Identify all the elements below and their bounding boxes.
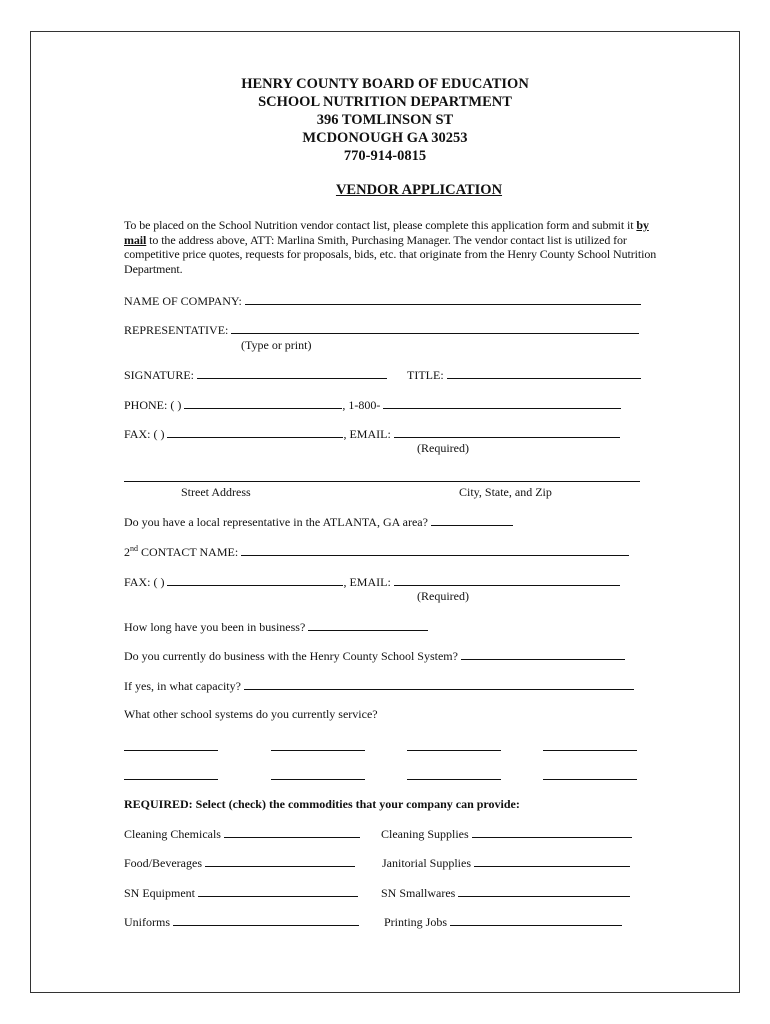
capacity-row	[124, 678, 634, 693]
commodity-label: SN Smallwares	[381, 886, 456, 900]
representative-label: REPRESENTATIVE:	[124, 323, 229, 337]
phone-row	[124, 397, 621, 412]
letterhead	[0, 75, 770, 165]
commodity-uniforms	[124, 914, 359, 929]
other-systems-blank-7[interactable]	[407, 768, 501, 783]
commodity-janitorial-supplies	[382, 855, 630, 870]
commodity-label: Uniforms	[124, 915, 170, 929]
phone-field[interactable]	[184, 397, 342, 409]
commodity-cleaning-supplies	[381, 826, 632, 841]
commodity-sn-smallwares	[381, 885, 630, 900]
intro-emphasis: by mail	[124, 218, 649, 247]
blank-line[interactable]	[124, 768, 218, 780]
local-rep-row	[124, 514, 513, 529]
henry-business-field[interactable]	[461, 648, 625, 660]
city-state-zip: MCDONOUGH GA 30253	[302, 130, 468, 146]
commodity-printing-jobs	[384, 914, 622, 929]
signature-label: SIGNATURE:	[124, 368, 195, 382]
commodity-label: SN Equipment	[124, 886, 195, 900]
commodity-cleaning-chemicals	[124, 826, 360, 841]
commodities-heading: REQUIRED: Select (check) the commodities that your company can provide:	[124, 797, 520, 811]
blank-line[interactable]	[407, 768, 501, 780]
commodity-label: Cleaning Chemicals	[124, 827, 221, 841]
form-title: VENDOR APPLICATION	[335, 182, 503, 198]
street-address: 396 TOMLINSON ST	[316, 112, 454, 128]
page-border	[30, 31, 740, 993]
blank-line[interactable]	[271, 739, 365, 751]
local-rep-label: Do you have a local representative in the ATLANTA, GA area?	[124, 515, 428, 529]
email2-label: , EMAIL:	[343, 575, 391, 589]
phone-1800-label: , 1-800-	[342, 398, 381, 412]
phone-number: 770-914-0815	[343, 148, 427, 164]
blank-line[interactable]	[543, 739, 637, 751]
other-systems-blank-3[interactable]	[407, 739, 501, 754]
representative-row	[124, 322, 639, 337]
phone-1800-field[interactable]	[383, 397, 621, 409]
commodity-sn-equipment	[124, 885, 358, 900]
title-label: TITLE:	[407, 368, 444, 382]
company-row	[124, 293, 641, 308]
how-long-row	[124, 619, 428, 634]
commodity-check-field[interactable]	[224, 826, 360, 838]
henry-business-label: Do you currently do business with the Henry County School System?	[124, 649, 458, 663]
capacity-field[interactable]	[244, 678, 634, 690]
other-systems-row	[124, 707, 378, 721]
fax-field[interactable]	[167, 426, 343, 438]
department-name: SCHOOL NUTRITION DEPARTMENT	[258, 94, 512, 110]
title-field[interactable]	[447, 367, 641, 379]
second-contact-number: 2	[124, 545, 130, 559]
commodity-check-field[interactable]	[472, 826, 632, 838]
second-contact-row	[124, 544, 629, 559]
second-contact-label: CONTACT NAME:	[138, 545, 239, 559]
signature-field[interactable]	[197, 367, 387, 379]
commodity-food-beverages	[124, 855, 355, 870]
commodity-check-field[interactable]	[198, 885, 358, 897]
other-systems-label: What other school systems do you currently service?	[124, 707, 378, 721]
second-contact-field[interactable]	[241, 544, 629, 556]
blank-line[interactable]	[124, 739, 218, 751]
other-systems-blank-1[interactable]	[124, 739, 218, 754]
signature-row	[124, 367, 387, 382]
commodity-label: Food/Beverages	[124, 856, 202, 870]
phone-label: PHONE: ( )	[124, 398, 182, 412]
representative-field[interactable]	[231, 322, 639, 334]
henry-business-row	[124, 648, 625, 663]
email2-required-note: (Required)	[417, 589, 469, 603]
commodity-label: Janitorial Supplies	[382, 856, 471, 870]
other-systems-blank-5[interactable]	[124, 768, 218, 783]
commodity-check-field[interactable]	[450, 914, 622, 926]
street-address-label: Street Address	[181, 485, 251, 499]
email-label: , EMAIL:	[343, 427, 391, 441]
city-state-zip-label: City, State, and Zip	[459, 485, 552, 499]
fax-label: FAX: ( )	[124, 427, 165, 441]
org-name: HENRY COUNTY BOARD OF EDUCATION	[241, 76, 529, 92]
how-long-label: How long have you been in business?	[124, 620, 306, 634]
commodity-label: Cleaning Supplies	[381, 827, 469, 841]
fax-row	[124, 426, 620, 441]
intro-paragraph	[124, 218, 669, 276]
address-field[interactable]	[124, 470, 640, 482]
fax2-label: FAX: ( )	[124, 575, 165, 589]
title-row	[407, 367, 641, 382]
local-rep-field[interactable]	[431, 514, 513, 526]
other-systems-blank-4[interactable]	[543, 739, 637, 754]
second-contact-suffix: nd	[130, 544, 138, 553]
blank-line[interactable]	[543, 768, 637, 780]
other-systems-blank-6[interactable]	[271, 768, 365, 783]
commodity-check-field[interactable]	[458, 885, 630, 897]
other-systems-blank-2[interactable]	[271, 739, 365, 754]
email-field[interactable]	[394, 426, 620, 438]
capacity-label: If yes, in what capacity?	[124, 679, 241, 693]
other-systems-blank-8[interactable]	[543, 768, 637, 783]
fax2-field[interactable]	[167, 574, 343, 586]
intro-before: To be placed on the School Nutrition vendor contact list, please complete this application form and submit it	[124, 218, 637, 232]
company-label: NAME OF COMPANY:	[124, 294, 242, 308]
commodity-check-field[interactable]	[205, 855, 355, 867]
fax2-row	[124, 574, 620, 589]
commodity-check-field[interactable]	[173, 914, 359, 926]
email2-field[interactable]	[394, 574, 620, 586]
how-long-field[interactable]	[308, 619, 428, 631]
blank-line[interactable]	[407, 739, 501, 751]
address-row	[124, 470, 640, 485]
blank-line[interactable]	[271, 768, 365, 780]
email-required-note: (Required)	[417, 441, 469, 455]
intro-after: to the address above, ATT: Marlina Smith, Purchasing Manager. The vendor contact list is utilized for competitive price quotes, requests for proposals, bids, etc. that originate from the Henry County School Nutrition Department.	[124, 232, 657, 276]
commodity-check-field[interactable]	[474, 855, 630, 867]
type-or-print-note: (Type or print)	[241, 338, 312, 352]
commodity-label: Printing Jobs	[384, 915, 448, 929]
company-field[interactable]	[245, 293, 641, 305]
